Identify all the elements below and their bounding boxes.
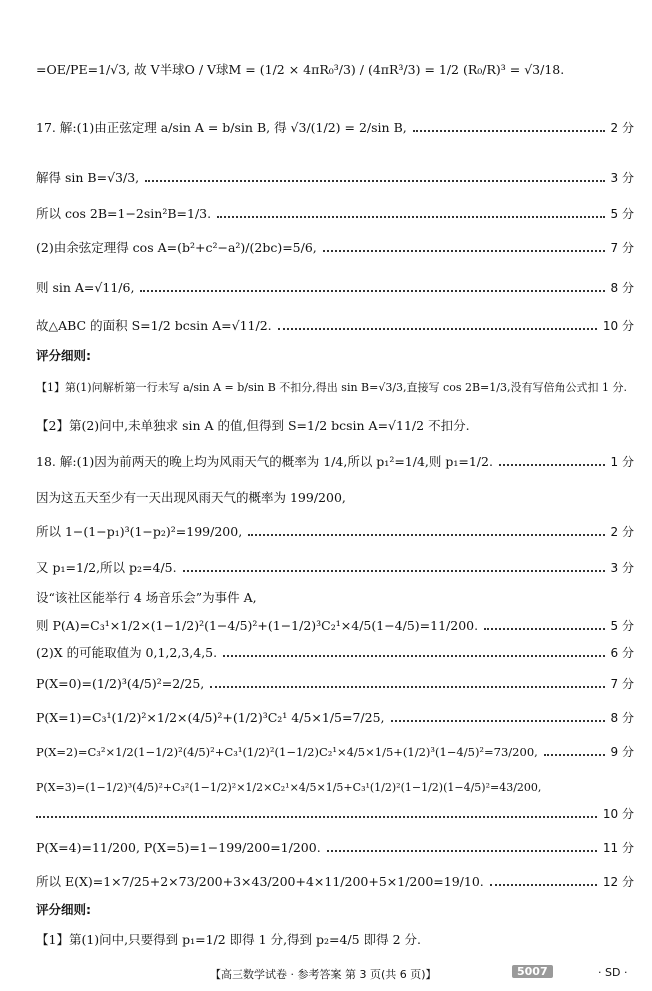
rubric-text: 【1】第(1)问解析第一行未写 a/sin A = b/sin B 不扣分,得出 sin B=√3/3,直接写 cos 2B=1/3,没有写倍角公式扣 1 分. bbox=[36, 381, 627, 394]
dot-leader bbox=[36, 816, 597, 818]
step-text: 因为这五天至少有一天出现风雨天气的概率为 199/200, bbox=[36, 490, 346, 505]
step-score: 5 分 bbox=[610, 619, 634, 633]
dot-leader bbox=[499, 464, 605, 466]
footer-tag: · SD · bbox=[598, 966, 628, 979]
step-score: 5 分 bbox=[610, 207, 634, 221]
dot-leader bbox=[413, 130, 605, 132]
dot-leader bbox=[210, 686, 604, 688]
q18-step-2 bbox=[36, 490, 634, 506]
step-text: 又 p₁=1/2,所以 p₂=4/5. bbox=[36, 560, 177, 575]
step-text: 设“该社区能举行 4 场音乐会”为事件 A, bbox=[36, 590, 257, 605]
rubric-text: 【2】第(2)问中,未单独求 sin A 的值,但得到 S=1/2 bcsin A=√11/2 不扣分. bbox=[36, 418, 470, 433]
dot-leader bbox=[490, 884, 597, 886]
rubric-title: 评分细则: bbox=[36, 902, 91, 917]
step-score: 7 分 bbox=[610, 677, 634, 691]
step-score: 8 分 bbox=[610, 711, 634, 725]
q17-step-5 bbox=[36, 280, 634, 296]
q18-step-5 bbox=[36, 590, 634, 606]
q18-step-4 bbox=[36, 560, 634, 576]
step-text: 17. 解:(1)由正弦定理 a/sin A = b/sin B, 得 √3/(1/2) = 2/sin B, bbox=[36, 120, 407, 135]
step-text: 则 sin A=√11/6, bbox=[36, 280, 135, 295]
q18-step-10 bbox=[36, 744, 634, 760]
q18-step-1 bbox=[36, 454, 634, 470]
step-score: 3 分 bbox=[610, 171, 634, 185]
q17-step-4 bbox=[36, 240, 634, 256]
dot-leader bbox=[145, 180, 604, 182]
step-score: 11 分 bbox=[602, 841, 634, 855]
footer-code-badge: 5007 bbox=[512, 965, 553, 978]
dot-leader bbox=[484, 628, 604, 630]
dot-leader bbox=[391, 720, 605, 722]
q17-rubric-2 bbox=[36, 418, 634, 434]
q18-rubric-1 bbox=[36, 932, 634, 948]
q17-step-3 bbox=[36, 206, 634, 222]
step-score: 3 分 bbox=[610, 561, 634, 575]
step-text: 所以 cos 2B=1−2sin²B=1/3. bbox=[36, 206, 212, 221]
step-text: P(X=2)=C₃²×1/2(1−1/2)²(4/5)²+C₃¹(1/2)²(1−1/2)C₂¹×4/5×1/5+(1/2)³(1−4/5)²=73/200, bbox=[36, 745, 538, 759]
step-score: 2 分 bbox=[610, 121, 634, 135]
q18-step-7 bbox=[36, 645, 634, 661]
step-text: 18. 解:(1)因为前两天的晚上均为风雨天气的概率为 1/4,所以 p₁²=1/4,则 p₁=1/2. bbox=[36, 454, 493, 469]
step-text: P(X=1)=C₃¹(1/2)²×1/2×(4/5)²+(1/2)³C₂¹ 4/5×1/5=7/25, bbox=[36, 710, 385, 725]
step-text: (2)X 的可能取值为 0,1,2,3,4,5. bbox=[36, 645, 218, 660]
step-text: P(X=3)=(1−1/2)³(4/5)²+C₃²(1−1/2)²×1/2×C₂¹×4/5×1/5+C₃¹(1/2)²(1−1/2)(1−4/5)²=43/200, bbox=[36, 781, 542, 794]
q18-step-12 bbox=[36, 840, 634, 856]
dot-leader bbox=[217, 216, 604, 218]
q18-step-11 bbox=[36, 780, 634, 796]
step-text: 所以 E(X)=1×7/25+2×73/200+3×43/200+4×11/200+5×1/200=19/10. bbox=[36, 874, 484, 889]
dot-leader bbox=[544, 754, 605, 756]
step-score: 12 分 bbox=[602, 875, 634, 889]
footer-title: 【高三数学试卷 · 参考答案 第 3 页(共 6 页)】 bbox=[210, 968, 437, 981]
q18-step-3 bbox=[36, 524, 634, 540]
dot-leader bbox=[327, 850, 597, 852]
step-text: 解得 sin B=√3/3, bbox=[36, 170, 140, 185]
dot-leader bbox=[223, 655, 604, 657]
q16-conclusion-line bbox=[36, 62, 634, 78]
step-score: 1 分 bbox=[610, 455, 634, 469]
step-text: P(X=4)=11/200, P(X=5)=1−199/200=1/200. bbox=[36, 840, 321, 855]
step-text: (2)由余弦定理得 cos A=(b²+c²−a²)/(2bc)=5/6, bbox=[36, 240, 317, 255]
step-score: 10 分 bbox=[602, 807, 634, 821]
q16-conclusion-text: =OE/PE=1/√3, 故 V半球O / V球M = (1/2 × 4πR₀³/3) / (4πR³/3) = 1/2 (R₀/R)³ = √3/18. bbox=[36, 62, 565, 77]
q18-step-6 bbox=[36, 618, 634, 634]
q18-step-11-score-line bbox=[36, 806, 634, 822]
q18-step-8 bbox=[36, 676, 634, 692]
rubric-title: 评分细则: bbox=[36, 348, 91, 363]
step-text: 故△ABC 的面积 S=1/2 bcsin A=√11/2. bbox=[36, 318, 272, 333]
step-score: 9 分 bbox=[610, 745, 634, 759]
step-score: 7 分 bbox=[610, 241, 634, 255]
step-text: P(X=0)=(1/2)³(4/5)²=2/25, bbox=[36, 676, 205, 691]
step-score: 2 分 bbox=[610, 525, 634, 539]
q18-rubric-title bbox=[36, 902, 634, 918]
q17-step-6 bbox=[36, 318, 634, 334]
dot-leader bbox=[183, 570, 605, 572]
dot-leader bbox=[323, 250, 605, 252]
q17-rubric-1 bbox=[36, 380, 634, 396]
q17-rubric-title bbox=[36, 348, 634, 364]
q17-step-1 bbox=[36, 120, 634, 136]
dot-leader bbox=[248, 534, 604, 536]
step-score: 10 分 bbox=[602, 319, 634, 333]
q18-step-9 bbox=[36, 710, 634, 726]
rubric-text: 【1】第(1)问中,只要得到 p₁=1/2 即得 1 分,得到 p₂=4/5 即得 2 分. bbox=[36, 932, 421, 947]
q18-step-13 bbox=[36, 874, 634, 890]
page-footer bbox=[0, 966, 652, 982]
dot-leader bbox=[278, 328, 597, 330]
step-text: 所以 1−(1−p₁)³(1−p₂)²=199/200, bbox=[36, 524, 243, 539]
step-score: 6 分 bbox=[610, 646, 634, 660]
step-text: 则 P(A)=C₃¹×1/2×(1−1/2)²(1−4/5)²+(1−1/2)³C₂¹×4/5(1−4/5)=11/200. bbox=[36, 618, 479, 633]
dot-leader bbox=[140, 290, 604, 292]
step-score: 8 分 bbox=[610, 281, 634, 295]
q17-step-2 bbox=[36, 170, 634, 186]
